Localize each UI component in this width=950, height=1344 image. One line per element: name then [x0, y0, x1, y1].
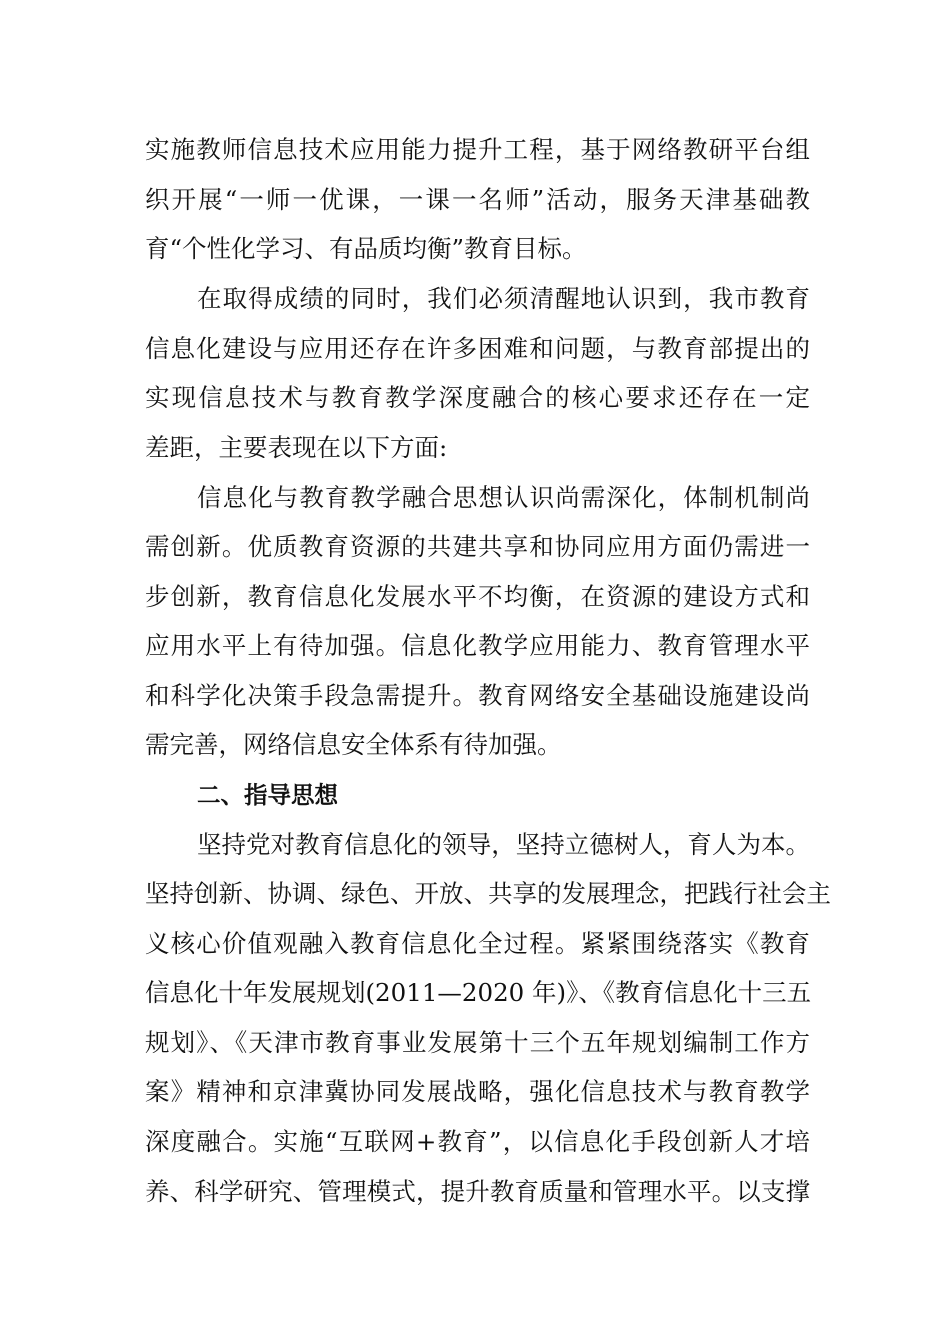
text-line: 坚持创新、协调、绿色、开放、共享的发展理念，把践行社会主	[145, 879, 831, 908]
text-line: 规划》、《天津市教育事业发展第十三个五年规划编制工作方	[145, 1028, 810, 1057]
text-line: 案》精神和京津冀协同发展战略，强化信息技术与教育教学	[145, 1077, 810, 1106]
text-line: 和科学化决策手段急需提升。教育网络安全基础设施建设尚	[145, 681, 810, 710]
text-line: 步创新，教育信息化发展水平不均衡，在资源的建设方式和	[145, 582, 810, 611]
text-line: 信息化与教育教学融合思想认识尚需深化，体制机制尚	[197, 483, 810, 512]
text-line: 义核心价值观融入教育信息化全过程。紧紧围绕落实《教育	[145, 929, 810, 958]
text-line: 坚持党对教育信息化的领导，坚持立德树人，育人为本。	[197, 830, 810, 859]
text-line: 深度融合。实施“互联网+教育”，以信息化手段创新人才培	[145, 1127, 810, 1156]
text-line: 实施教师信息技术应用能力提升工程，基于网络教研平台组	[145, 135, 810, 164]
text-line: 需创新。优质教育资源的共建共享和协同应用方面仍需进一	[145, 532, 810, 561]
text-line: 养、科学研究、管理模式，提升教育质量和管理水平。以支撑	[145, 1177, 810, 1206]
text-line: 在取得成绩的同时，我们必须清醒地认识到，我市教育	[197, 284, 810, 313]
text-line: 需完善，网络信息安全体系有待加强。	[145, 730, 562, 759]
text-line: 信息化十年发展规划(2011—2020 年)》、《教育信息化十三五	[145, 978, 812, 1007]
text-line: 应用水平上有待加强。信息化教学应用能力、教育管理水平	[145, 631, 810, 660]
text-line: 育“个性化学习、有品质均衡”教育目标。	[145, 234, 587, 263]
text-line: 差距，主要表现在以下方面:	[145, 433, 448, 462]
section-heading: 二、指导思想	[197, 781, 338, 809]
text-line: 织开展“一师一优课，一课一名师”活动，服务天津基础教	[145, 185, 810, 214]
text-line: 信息化建设与应用还存在许多困难和问题，与教育部提出的	[145, 334, 810, 363]
text-line: 实现信息技术与教育教学深度融合的核心要求还存在一定	[145, 383, 810, 412]
